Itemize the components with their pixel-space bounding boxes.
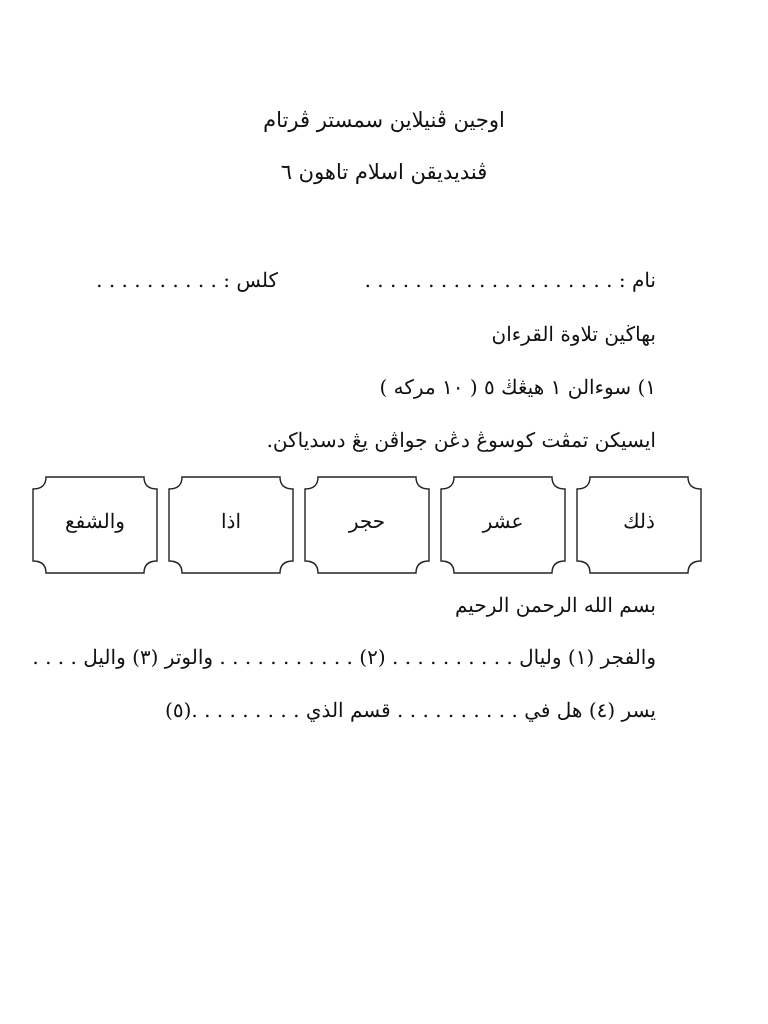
- word-label: ذلك: [623, 509, 655, 533]
- question-heading: ١) سوءالن ١ هيڠڬ ٥ ( ١٠ مركه ): [379, 375, 656, 399]
- name-field: نام : . . . . . . . . . . . . . . . . . . . .: [364, 268, 656, 292]
- word-box: [168, 476, 294, 574]
- verse-line-1: والفجر (١) وليال . . . . . . . . . . (٢) . . . . . . . . . . . والوتر (٣) والیل . . . .: [32, 645, 656, 669]
- verse-line-2: يسر (٤) هل في . . . . . . . . . . قسم الذي . . . . . . . . .(٥): [165, 698, 656, 722]
- exam-title: اوجين ڤنيلاين سمستر ڤرتام: [263, 108, 505, 132]
- word-label: والشفع: [65, 509, 125, 533]
- word-label: عشر: [482, 509, 524, 533]
- exam-subtitle: ڤنديديقن اسلام تاهون ٦: [280, 160, 488, 184]
- word-label: اذا: [220, 509, 242, 533]
- word-label: حجر: [348, 509, 386, 533]
- bismillah: بسم الله الرحمن الرحيم: [454, 593, 656, 617]
- question-instruction: ايسيكن تمڤت كوسوڠ دڠن جواڤن يڠ دسدياكن.: [266, 428, 656, 452]
- word-bank: [32, 476, 702, 574]
- word-box: [32, 476, 158, 574]
- word-box: [576, 476, 702, 574]
- class-field: كلس : . . . . . . . . . .: [96, 268, 278, 292]
- section-title: بهاڬين تلاوة القرءان: [491, 322, 656, 346]
- word-box: [304, 476, 430, 574]
- word-box: [440, 476, 566, 574]
